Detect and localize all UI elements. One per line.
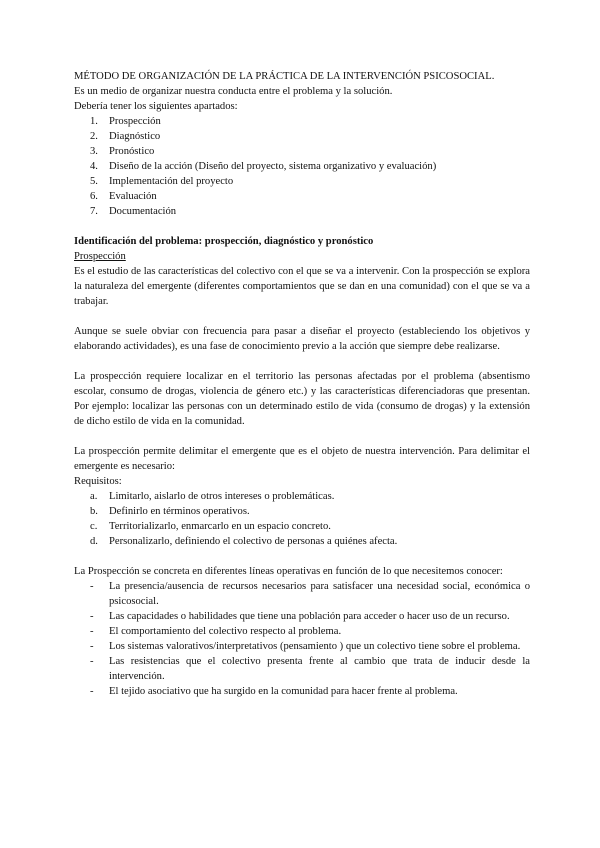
list-item-text: La presencia/ausencia de recursos necesarios para satisfacer una necesidad social, económica o psicosocial. <box>109 581 530 607</box>
list-marker: - <box>90 686 94 697</box>
list-item-text: Definirlo en términos operativos. <box>109 506 250 517</box>
list-item <box>74 114 530 129</box>
list-item <box>74 654 530 684</box>
requisitos-list <box>74 489 530 549</box>
list-item <box>74 534 530 549</box>
paragraph-1: Es el estudio de las características del colectivo con el que se va a intervenir. Con la prospección se explora la naturaleza del emergente (diferentes comportamientos que se dan en una comunidad) con el que se va a trabajar. <box>74 266 530 307</box>
list-item <box>74 624 530 639</box>
list-item-text: Personalizarlo, definiendo el colectivo de personas a quiénes afecta. <box>109 536 398 547</box>
list-marker: 4. <box>90 161 98 172</box>
intro-line-1: Es un medio de organizar nuestra conducta entre el problema y la solución. <box>74 86 393 97</box>
list-marker: 6. <box>90 191 98 202</box>
list-marker: 7. <box>90 206 98 217</box>
list-item-text: Territorializarlo, enmarcarlo en un espacio concreto. <box>109 521 331 532</box>
list-item <box>74 129 530 144</box>
document-page <box>74 69 530 699</box>
list-item-text: Diseño de la acción (Diseño del proyecto, sistema organizativo y evaluación) <box>109 161 437 172</box>
spacer <box>74 219 530 234</box>
list-marker: 1. <box>90 116 98 127</box>
spacer <box>74 429 530 444</box>
subheading-prospeccion: Prospección <box>74 251 126 262</box>
spacer <box>74 309 530 324</box>
list-item-text: Pronóstico <box>109 146 155 157</box>
list-item <box>74 579 530 609</box>
list-item-text: Las resistencias que el colectivo presenta frente al cambio que trata de inducir desde la intervención. <box>109 656 530 682</box>
paragraph-5: La Prospección se concreta en diferentes líneas operativas en función de lo que necesitemos conocer: <box>74 566 503 577</box>
list-item <box>74 204 530 219</box>
list-marker: - <box>90 656 94 667</box>
list-item <box>74 684 530 699</box>
list-item-text: Las capacidades o habilidades que tiene una población para acceder o hacer uso de un recurso. <box>109 611 510 622</box>
lineas-operativas-list <box>74 579 530 699</box>
list-item <box>74 489 530 504</box>
list-marker: 2. <box>90 131 98 142</box>
list-marker: - <box>90 641 94 652</box>
intro-line-2: Debería tener los siguientes apartados: <box>74 101 238 112</box>
list-marker: d. <box>90 536 98 547</box>
requisitos-label: Requisitos: <box>74 476 122 487</box>
list-item-text: Los sistemas valorativos/interpretativos (pensamiento ) que un colectivo tiene sobre el problema. <box>109 641 521 652</box>
list-marker: - <box>90 611 94 622</box>
paragraph-3: La prospección requiere localizar en el territorio las personas afectadas por el problema (absentismo escolar, consumo de drogas, violencia de género etc.) y las características diferenciadoras que presentan. Por ejemplo: localizar las personas con un determinado estilo de vida (consumo de drogas) y la extensión de dicho estilo de vida en la comunidad. <box>74 371 530 427</box>
list-item-text: Diagnóstico <box>109 131 161 142</box>
list-item-text: Prospección <box>109 116 161 127</box>
list-item-text: El comportamiento del colectivo respecto al problema. <box>109 626 342 637</box>
list-marker: 3. <box>90 146 98 157</box>
list-item <box>74 144 530 159</box>
sections-list <box>74 114 530 219</box>
document-title: MÉTODO DE ORGANIZACIÓN DE LA PRÁCTICA DE LA INTERVENCIÓN PSICOSOCIAL. <box>74 71 495 82</box>
list-marker: c. <box>90 521 98 532</box>
spacer <box>74 549 530 564</box>
list-marker: a. <box>90 491 98 502</box>
list-marker: 5. <box>90 176 98 187</box>
section-heading: Identificación del problema: prospección, diagnóstico y pronóstico <box>74 236 374 247</box>
list-item <box>74 519 530 534</box>
paragraph-4: La prospección permite delimitar el emergente que es el objeto de nuestra intervención. Para delimitar el emergente es necesario: <box>74 446 530 472</box>
list-item <box>74 504 530 519</box>
list-item-text: Evaluación <box>109 191 157 202</box>
list-marker: - <box>90 626 94 637</box>
list-item <box>74 609 530 624</box>
list-item-text: Limitarlo, aislarlo de otros intereses o problemáticas. <box>109 491 335 502</box>
list-marker: - <box>90 581 94 592</box>
list-item <box>74 639 530 654</box>
list-item <box>74 159 530 174</box>
paragraph-2: Aunque se suele obviar con frecuencia para pasar a diseñar el proyecto (estableciendo los objetivos y elaborando actividades), es una fase de conocimiento previo a la acción que siempre debe realizarse. <box>74 326 530 352</box>
list-item <box>74 189 530 204</box>
spacer <box>74 354 530 369</box>
list-item-text: Documentación <box>109 206 177 217</box>
list-item-text: Implementación del proyecto <box>109 176 234 187</box>
list-item-text: El tejido asociativo que ha surgido en la comunidad para hacer frente al problema. <box>109 686 458 697</box>
list-item <box>74 174 530 189</box>
list-marker: b. <box>90 506 98 517</box>
